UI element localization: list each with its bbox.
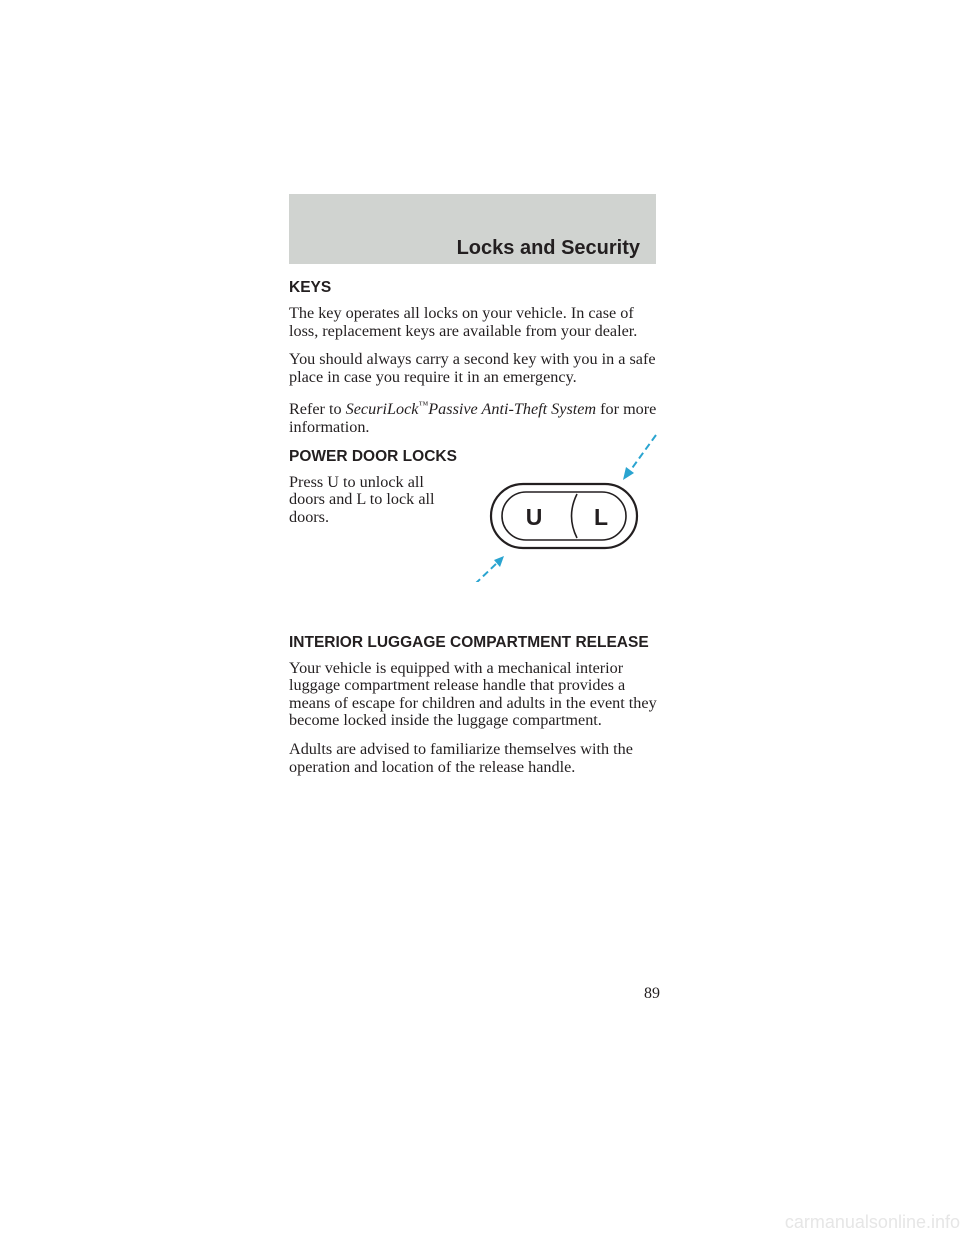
switch-outer-bezel — [491, 484, 637, 548]
section-header-band — [289, 194, 656, 264]
unlock-label: U — [525, 503, 543, 530]
trademark-symbol: ™ — [418, 400, 429, 412]
keys-paragraph-2: You should always carry a second key with you in a safe place in case you require it in an emergency. — [289, 350, 656, 386]
refer-suffix: for more information. — [289, 400, 657, 436]
power-door-locks-block — [289, 474, 661, 634]
unlock-pointer-line — [475, 562, 498, 582]
luggage-release-paragraph-1: Your vehicle is equipped with a mechanical interior luggage compartment release handle that provides a means of escape for children and adults in the event they become locked inside the luggage compartment. — [289, 658, 657, 730]
luggage-release-paragraph-2: Adults are advised to familiarize themselves with the operation and location of the release handle. — [289, 739, 633, 776]
luggage-release-heading: INTERIOR LUGGAGE COMPARTMENT RELEASE — [289, 633, 649, 651]
door-lock-switch-illustration — [469, 432, 659, 582]
page-number: 89 — [644, 985, 660, 1002]
refer-prefix: Refer to — [289, 400, 346, 419]
power-door-locks-paragraph: Press U to unlock all doors and L to lock all doors. — [289, 472, 435, 526]
lock-pointer-line — [630, 435, 656, 471]
section-title: Locks and Security — [456, 237, 640, 259]
lock-label: L — [593, 503, 609, 530]
keys-heading: KEYS — [289, 279, 332, 296]
power-door-locks-heading: POWER DOOR LOCKS — [289, 447, 457, 465]
securilock-name: SecuriLock — [345, 400, 419, 419]
lock-pointer-arrowhead — [623, 467, 634, 480]
page-content — [289, 279, 661, 787]
keys-paragraph-1: The key operates all locks on your vehicle. In case of loss, replacement keys are available from your dealer. — [289, 304, 638, 340]
anti-theft-system-name: Passive Anti-Theft System — [428, 400, 597, 419]
watermark: carmanualsonline.info — [784, 1212, 960, 1232]
